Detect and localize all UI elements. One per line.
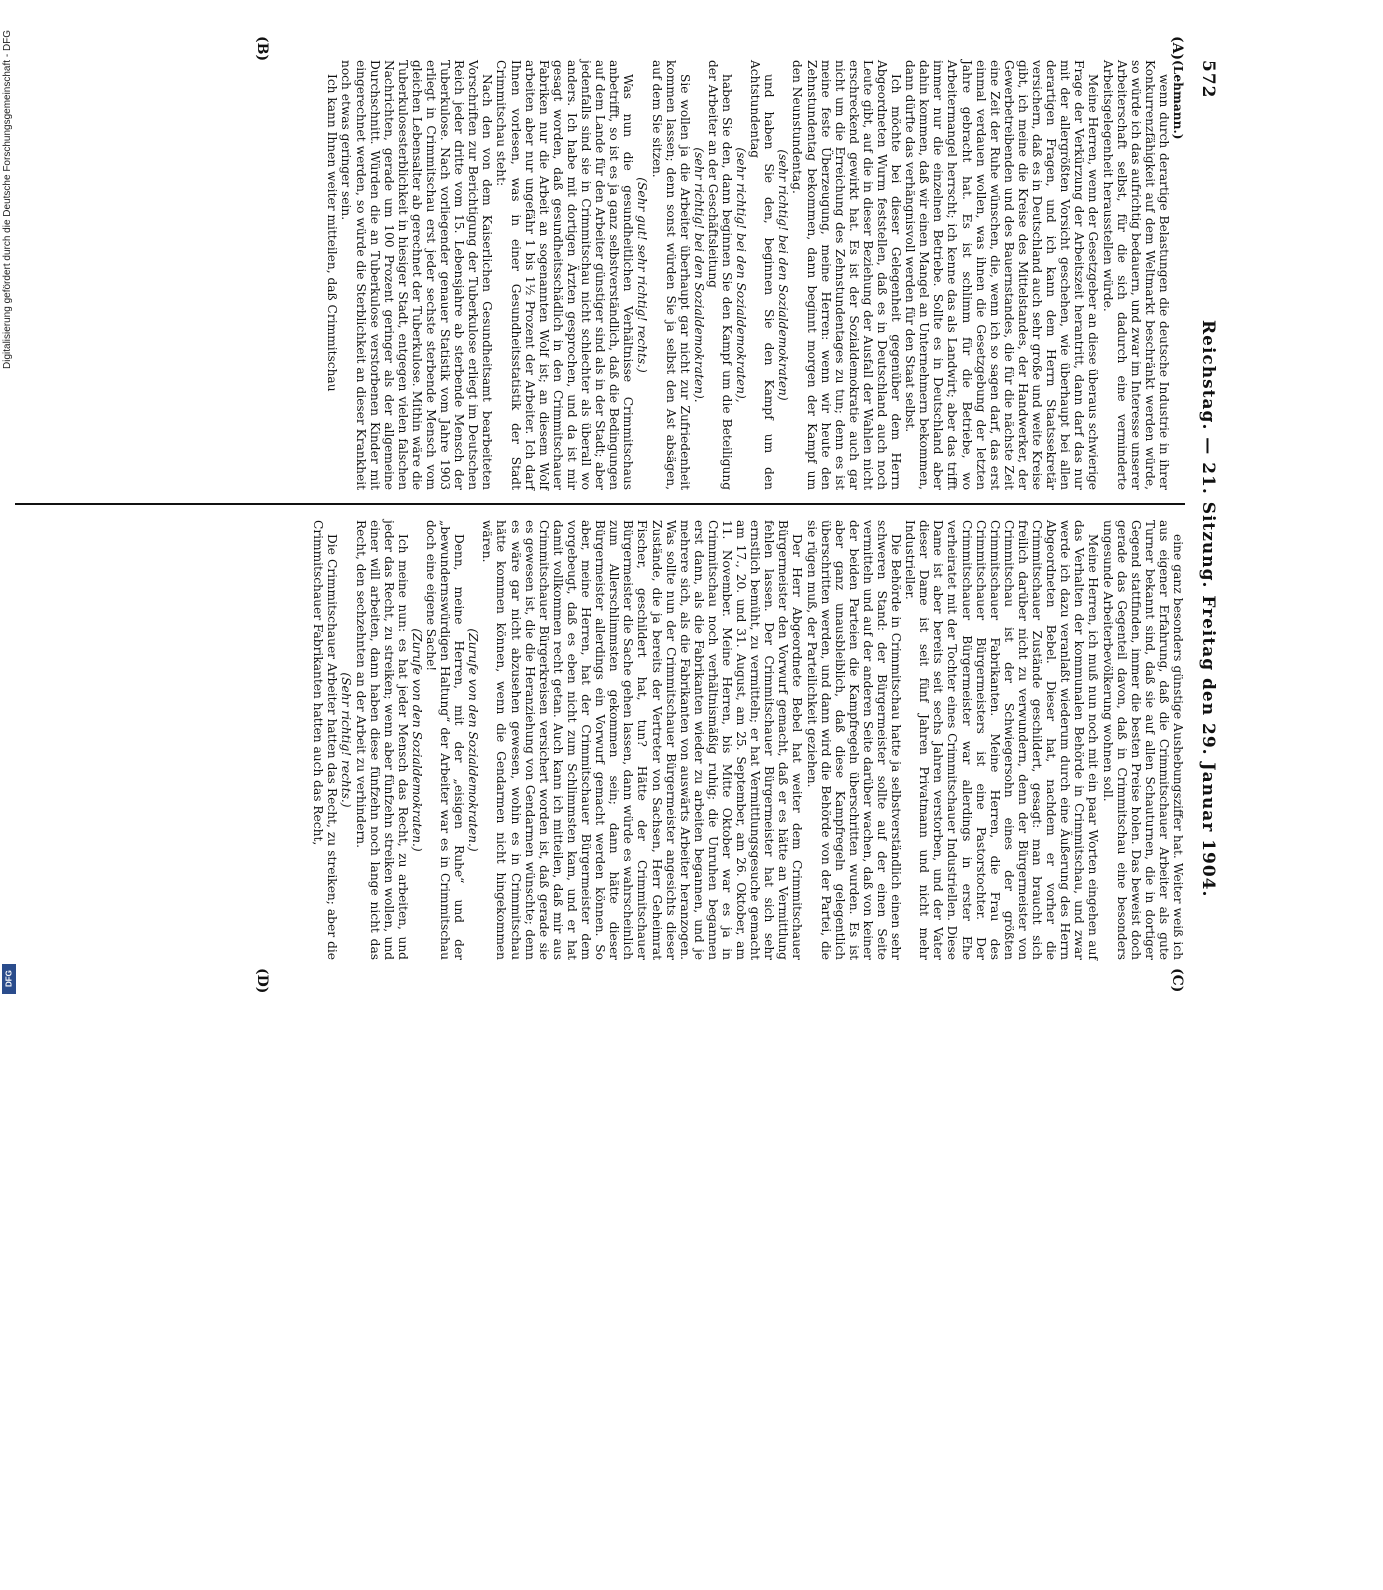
paragraph: Nach den von dem Kaiserlichen Gesundheitsamt bearbeiteten Vorschriften zur Berichtigung der Tuberkulose erliegt im Deutschen Reich jeder dritte vom 15. Lebensjahre ab sterbende Mensch der Tuberkulose. Nach vorliegender genauer Statistik vom Jahre 1903 erliegt in Crimmitschau erst jeder sechste sterbende Mensch vom gleichen Lebensalter ab gerechnet der Tuberkulose. Mithin wäre die Tuberkulosesterblichkeit in hiesiger Stadt, entgegen vielen falschen Nachrichten, gerade um 100 Prozent geringer als der allgemeine Durchschnitt. Würden die an Tuberkulose verstorbenen Kinder mit eingerechnet werden, so würde die Sterblichkeit an dieser Krankheit noch etwas geringer sein. — [339, 60, 495, 490]
page-number: 572 — [1198, 60, 1218, 99]
paragraph: (sehr richtig! bei den Sozialdemokraten) — [776, 149, 791, 401]
left-paragraphs — [325, 60, 1171, 490]
paragraph: und haben Sie den, beginnen Sie den Kampf um den Achtstundentag — [748, 60, 777, 490]
paragraph: Was nun die gesundheitlichen Verhältnisse Crimmitschaus anbetrifft, so ist es ja ganz selbstverständlich, daß die Bedingungen auf dem Lande für den Arbeiter günstiger sind als in der Stadt; aber jedenfalls sind sie in Crimmitschau nicht schlechter als überall wo anders. Ich habe mit dortigen Ärzten gesprochen, und da ist mir gesagt worden, daß gesundheitsschädlich in den Crimmitschauer Fabriken nur die Arbeit an sogenannten Wolf ist; an diesem Wolf arbeiten aber nur ungefähr 1 bis 1½ Prozent der Arbeiter. Ich darf Ihnen vorlesen, was in einer Gesundheitsstatistik der Stadt Crimmitschau steht: — [494, 60, 636, 490]
paragraph: (Zurufe von den Sozialdemokraten.) — [409, 628, 424, 852]
paragraph: Ich kann Ihnen weiter mitteilen, daß Crimmitschau — [325, 74, 340, 392]
paragraph: Der Herr Abgeordnete Bebel hat weiter dem Crimmitschauer Bürgermeister den Vorwurf gemacht, daß er es hätte an Vermittlung fehlen lassen. Der Crimmitschauer Bürgermeister hat sich sehr ernstlich bemüht, zu vermitteln; er hat Vermittlungsgesuche gemacht am 17., 20. und 31. August, am 25. September, am 26. Oktober, am 11. November. Meine Herren, bis Mitte Oktober war es ja in Crimmitschau noch verhältnismäßig ruhig; die Unruhen begannen erst dann, als die Fabrikanten wieder zu arbeiten begannen, und je mehrere sich, als die Fabrikanten von auswärts Arbeiter heranzogen. Was sollte nun der Crimmitschauer Bürgermeister angesichts dieser Zustände, die ja bereits der Vertreter von Sachsen, Herr Geheimrat Fischer, geschildert hat, tun? Hätte der Crimmitschauer Bürgermeister die Sache gehen lassen, dann würde es wahrscheinlich zum Allerschlimmsten gekommen sein; dann hätte dieser Bürgermeister allerdings ein Vorwurf gemacht werden können. So aber, meine Herren, hat der Crimmitschauer Bürgermeister dem vorgebeugt, daß es eben nicht zum Schlimmsten kam, und er hat damit vollkommen recht getan. Auch kann ich mitteilen, daß mir aus Crimmitschauer Bürgerkreisen versichert worden ist, daß gerade sie es gewesen ist, die die Heranziehung von Gendarmen wünschte; denn es wäre gar nicht abzusehen gewesen, wohin es in Crimmitschau hätte kommen können, wenn die Gendarmen nicht hingekommen wären. — [480, 520, 805, 960]
paragraph: Meine Herren, ich muß nun noch mit ein paar Worten eingehen auf das Verhalten der kommunalen Behörde in Crimmitschau, und zwar werde ich dazu veranlaßt wiederum durch eine Äußerung des Herrn Abgeordneten Bebel. Dieser hat, nachdem er vorher die Crimmitschauer Zustände geschildert, gesagt: man braucht sich freilich darüber nicht zu verwundern, denn der Bürgermeister von Crimmitschau ist der Schwiegersohn eines der größten Crimmitschauer Fabrikanten. Meine Herren, die Frau des Crimmitschauer Bürgermeisters ist eine Pastorstochter. Der Crimmitschauer Bürgermeister war allerdings in erster Ehe verheiratet mit der Tochter eines Crimmitschauer Industriellen. Diese Dame ist aber bereits seit sechs Jahren verstorben, und der Vater dieser Dame ist seit fünf Jahren Privatmann und nicht mehr Industrieller. — [903, 520, 1101, 960]
page-header — [1194, 60, 1218, 1590]
speaker-name: (Lehmann.) — [1171, 60, 1185, 140]
paragraph: Sie wollen ja die Arbeiter überhaupt gar nicht zur Zufriedenheit kommen lassen; denn sonst würden Sie ja selbst den Ast absägen, auf dem Sie sitzen. — [649, 60, 692, 490]
paragraph: (Sehr richtig! rechts.) — [339, 672, 354, 808]
right-paragraphs — [311, 520, 1185, 960]
margin-mark-d: (D) — [254, 968, 270, 994]
paragraph: eine ganz besonders günstige Aushebungsziffer hat. Weiter weiß ich aus eigener Erfahrung, daß die Crimmitschauer Arbeiter als gute Turner bekannt sind, daß sie auf allen Schauturnen, die in dortiger Gegend stattfinden, immer die besten Preise holen. Das beweist doch gerade das Gegenteil davon, daß in Crimmitschau eine besonders ungesunde Arbeiterbevölkerung wohnen soll. — [1100, 520, 1185, 960]
paragraph: haben Sie den, dann beginnen Sie den Kampf um die Beteiligung der Arbeiter an der Geschäftsleitung — [705, 60, 734, 490]
paragraph: (sehr richtig! bei den Sozialdemokraten). — [691, 147, 706, 403]
dfg-logo: DFG — [2, 964, 16, 994]
paragraph: Die Behörde in Crimmitschau hatte ja selbstverständlich einen sehr schweren Stand: der Bürgermeister sollte auf der einen Seite vermitteln und auf der anderen Seite darüber wachen, daß von keiner der beiden Parteien die Kampfregeln überschritten wurden. Es ist aber ganz unausbleiblich, daß diese Kampfregeln gelegentlich überschritten werden, und dann wird die Behörde von der Partei, die sie rügen muß, der Parteilichkeit geziehen. — [804, 520, 904, 960]
paragraph: Denn, meine Herren, mit der „eisigen Ruhe“ und der „bewundernswürdigen Haltung“ der Arbeiter war es in Crimmitschau doch eine eigene Sache! — [424, 520, 467, 960]
margin-mark-b: (B) — [254, 36, 270, 62]
right-column — [311, 520, 1185, 960]
margin-mark-a: (A) — [1169, 36, 1185, 61]
paragraph: Meine Herren, wenn der Gesetzgeber an diese überaus schwierige Frage der Verkürzung der Arbeitszeit herantritt, dann darf das nur mit der allergrößten Vorsicht geschehen, wie überhaupt bei allen derartigen Fragen, und ich kann dem Herrn Staatssekretär versichern, daß es in Deutschland auch sehr große und weite Kreise gibt, ich meine die Kreise des Mittelstandes, der Handwerker, der Gewerbetreibenden und des Bauernstandes, die für die nächste Zeit eine Zeit der Ruhe wünschen, die, wenn ich so sagen darf, das erst einmal verdauen wollen, was ihnen die Gesetzgebung der letzten Jahre gebracht hat. Es ist schlimm für die Betriebe, wo Arbeitermangel herrscht; ich kenne das als Landwirt; aber das trifft immer nur die einzelnen Betriebe. Sollte es in Deutschland aber dahin kommen, daß wir einen Mangel an Unternehmern bekommen, dann dürfte das verhängnisvoll werden für den Staat selbst. — [903, 60, 1101, 490]
paragraph: (Sehr gut! sehr richtig! rechts.) — [635, 177, 650, 373]
paragraph: (sehr richtig! bei den Sozialdemokraten), — [734, 147, 749, 403]
left-column — [325, 60, 1185, 490]
margin-mark-c: (C) — [1169, 968, 1185, 993]
digitization-note: Digitalisierung gefördert durch die Deutsche Forschungsgemeinschaft - DFG — [2, 30, 13, 370]
paragraph: wenn durch derartige Belastungen die deutsche Industrie in ihrer Konkurrenzfähigkeit auf dem Weltmarkt beschränkt werden würde, so würde ich das aufrichtig bedauern, und zwar im Interesse unserer Arbeiterschaft selbst, für die sich dadurch eine verminderte Arbeitsgelegenheit herausstellen würde. — [1100, 60, 1171, 490]
paragraph: Die Crimmitschauer Arbeiter hatten das Recht, zu streiken; aber die Crimmitschauer Fabrikanten hatten auch das Recht, — [311, 520, 340, 960]
running-title: Reichstag. — 21. Sitzung. Freitag den 29. Januar 1904. — [1198, 320, 1218, 898]
paragraph: (Zurufe von den Sozialdemokraten.) — [466, 628, 481, 852]
paragraph: Ich möchte bei dieser Gelegenheit gegenüber dem Herrn Abgeordneten Wurm feststellen, daß es in Deutschland auch noch Leute gibt, auf die in dieser Beziehung der Ausfall der Wahlen nicht erschreckend gewirkt hat. Es ist der Sozialdemokratie auch gar nicht um die Erreichung des Zehnstundentages zu tun; denn es ist meine feste Überzeugung, meine Herren: wenn wir heute den Zehnstundentag bekommen, dann beginnt morgen der Kampf um den Neunstundentag. — [790, 60, 904, 490]
column-divider — [15, 503, 1185, 505]
paragraph: Ich meine nun: es hat jeder Mensch das Recht, zu arbeiten, und jeder das Recht, zu streiken; wenn aber fünfzehn streiken wollen, und einer will arbeiten, dann haben diese fünfzehn noch lange nicht das Recht, den sechzehnten an der Arbeit zu verhindern. — [353, 520, 410, 960]
